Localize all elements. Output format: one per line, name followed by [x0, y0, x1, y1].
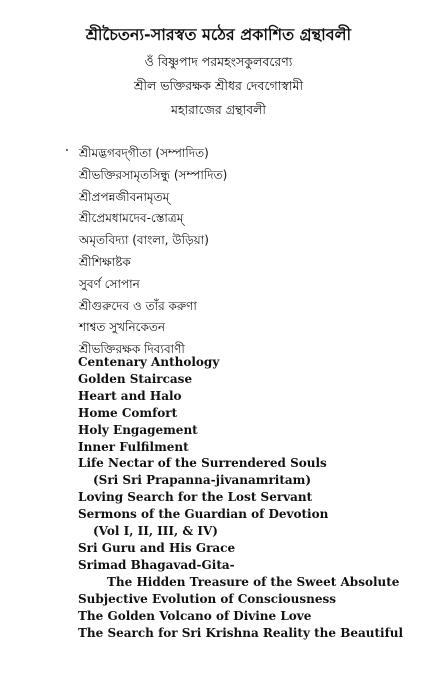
page-title: শ্রীচৈতন্য-সারস্বত মঠের প্রকাশিত গ্রন্থাবলী — [85, 25, 352, 44]
bengali-book-title: অমৃতবিদ্যা (বাংলা, উড়িয়া) — [79, 233, 209, 248]
english-book-title: Golden Staircase — [78, 371, 193, 386]
english-book-subtitle: (Vol I, II, III, & IV) — [93, 524, 218, 539]
subtitle-line-2: শ্রীল ভক্তিরক্ষক শ্রীধর দেবগোস্বামী — [133, 78, 304, 93]
english-book-title: The Golden Volcano of Divine Love — [78, 608, 312, 623]
english-book-list — [78, 354, 403, 641]
subtitle-line-1: ওঁ বিষ্ণুপাদ পরমহংসকুলবরেণ্য — [144, 54, 293, 69]
english-book-title: Sermons of the Guardian of Devotion — [78, 507, 329, 522]
english-book-title: Inner Fulfilment — [78, 439, 189, 454]
bengali-book-title: সুবর্ণ সোপান — [79, 276, 140, 291]
bengali-book-title: শ্রীগুরুদেব ও তাঁর করুণা — [79, 298, 197, 313]
english-book-title: Subjective Evolution of Consciousness — [78, 591, 336, 606]
english-book-subtitle: (Sri Sri Prapanna-jivanamritam) — [93, 473, 312, 488]
subtitle-line-3: মহারাজের গ্রন্থাবলী — [171, 102, 266, 117]
english-book-title: Srimad Bhagavad-Gita- — [78, 557, 235, 572]
bengali-book-title: শ্রীশিক্ষাষ্টক — [79, 254, 131, 269]
english-book-title: Home Comfort — [78, 405, 178, 420]
bengali-book-title: শাশ্বত সুখনিকেতন — [79, 320, 166, 335]
english-book-title: The Search for Sri Krishna Reality the Beautiful — [78, 625, 404, 640]
english-book-title: Centenary Anthology — [78, 355, 220, 369]
english-book-subtitle: The Hidden Treasure of the Sweet Absolute — [107, 574, 400, 589]
bengali-book-title: শ্রীভক্তিরক্ষক দিব্যবাণী — [79, 342, 185, 357]
english-book-title: Life Nectar of the Surrendered Souls — [78, 456, 327, 471]
english-book-title: Loving Search for the Lost Servant — [78, 490, 313, 505]
bengali-book-title: শ্রীভক্তিরসামৃতসিন্ধু (সম্পাদিত) — [79, 167, 228, 182]
bengali-book-title: শ্রীমদ্ভগবদ্‌গীতা (সম্পাদিত) — [79, 146, 209, 160]
bengali-book-title: শ্রীপ্রেমধামদেব-স্তোত্রম্ — [79, 211, 184, 226]
bengali-book-list — [79, 143, 227, 361]
english-book-title: Sri Guru and His Grace — [78, 540, 236, 555]
stray-dot-mark — [66, 149, 68, 151]
english-book-title: Holy Engagement — [78, 422, 198, 437]
english-book-title: Heart and Halo — [78, 388, 182, 403]
bengali-book-title: শ্রীপ্রপন্নজীবনামৃতম্ — [79, 189, 170, 204]
